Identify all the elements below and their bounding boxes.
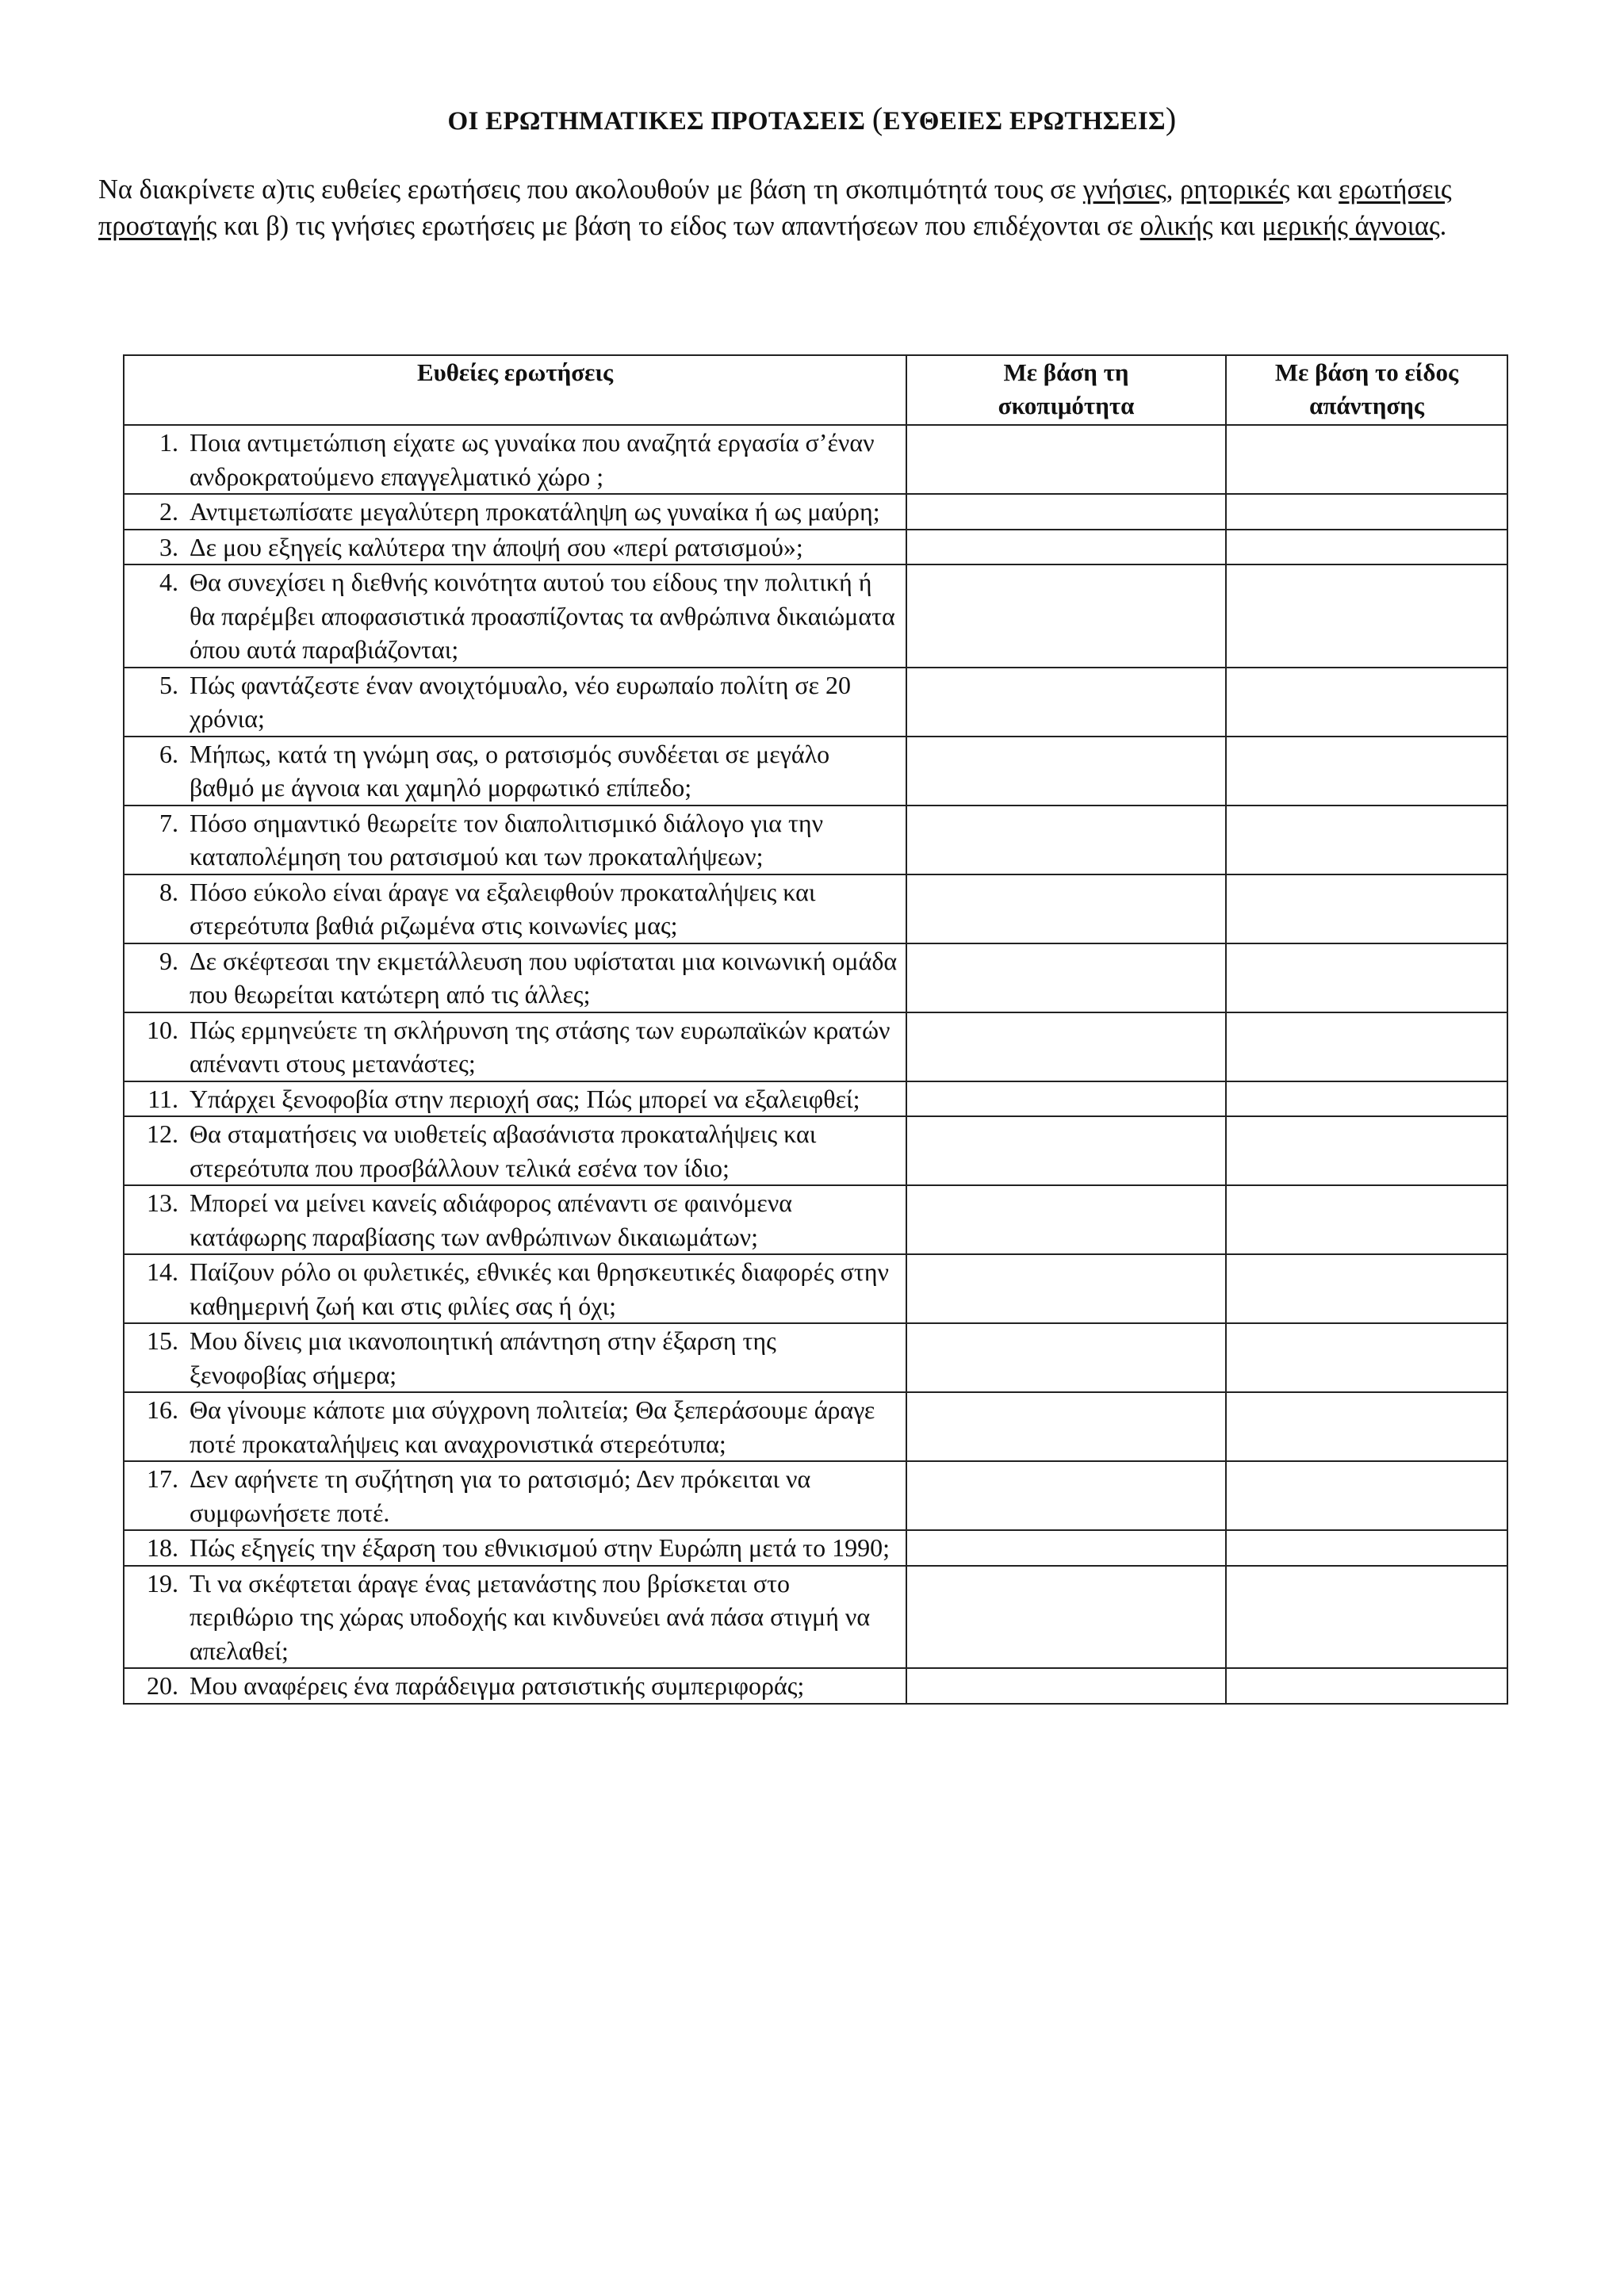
answer-type-cell[interactable] xyxy=(1226,737,1507,806)
question-number: 9. xyxy=(159,946,178,975)
table-row xyxy=(124,1530,1507,1566)
purpose-answer-cell[interactable] xyxy=(906,1668,1226,1704)
table-row xyxy=(124,943,1507,1012)
answer-type-cell[interactable] xyxy=(1226,1185,1507,1254)
answer-type-cell[interactable] xyxy=(1226,806,1507,874)
term-partial-ignorance: μερικής άγνοιας xyxy=(1262,211,1440,241)
question-text: Τι να σκέφτεται άραγε ένας μετανάστης που βρίσκεται στο περιθώριο της χώρας υποδοχής και κινδυνεύει ανά πάσα στιγμή να απελαθεί; xyxy=(190,1568,871,1665)
purpose-answer-cell[interactable] xyxy=(906,494,1226,530)
question-number: 13. xyxy=(147,1188,178,1217)
question-cell xyxy=(124,737,906,806)
table-row xyxy=(124,1461,1507,1530)
question-number: 17. xyxy=(147,1464,178,1493)
answer-type-cell[interactable] xyxy=(1226,425,1507,494)
purpose-answer-cell[interactable] xyxy=(906,1254,1226,1323)
question-number: 16. xyxy=(147,1395,178,1424)
purpose-answer-cell[interactable] xyxy=(906,1116,1226,1185)
question-number: 15. xyxy=(147,1326,178,1355)
purpose-answer-cell[interactable] xyxy=(906,530,1226,565)
intro-sep2: και xyxy=(1289,174,1339,205)
purpose-answer-cell[interactable] xyxy=(906,1323,1226,1392)
question-cell xyxy=(124,1530,906,1566)
question-text: Παίζουν ρόλο οι φυλετικές, εθνικές και θρησκευτικές διαφορές στην καθημερινή ζωή και στις φιλίες σας ή όχι; xyxy=(190,1257,889,1320)
answer-type-cell[interactable] xyxy=(1226,1566,1507,1669)
question-number: 14. xyxy=(147,1257,178,1286)
table-row xyxy=(124,1185,1507,1254)
question-cell xyxy=(124,1081,906,1117)
questions-table xyxy=(123,354,1508,1705)
question-cell xyxy=(124,530,906,565)
question-cell xyxy=(124,425,906,494)
intro-part2: και β) τις γνήσιες ερωτήσεις με βάση το είδος των απαντήσεων που επιδέχονται σε xyxy=(216,211,1140,241)
title-inner: ΕΥΘΕΙΕΣ ΕΡΩΤΗΣΕΙΣ xyxy=(883,107,1166,136)
answer-type-cell[interactable] xyxy=(1226,874,1507,943)
header-questions: Ευθείες ερωτήσεις xyxy=(124,355,906,425)
purpose-answer-cell[interactable] xyxy=(906,1461,1226,1530)
purpose-answer-cell[interactable] xyxy=(906,806,1226,874)
question-text: Αντιμετωπίσατε μεγαλύτερη προκατάληψη ως γυναίκα ή ως μαύρη; xyxy=(190,497,880,526)
question-cell xyxy=(124,1254,906,1323)
answer-type-cell[interactable] xyxy=(1226,1116,1507,1185)
question-number: 20. xyxy=(147,1671,178,1700)
table-row xyxy=(124,1668,1507,1704)
answer-type-cell[interactable] xyxy=(1226,1530,1507,1566)
answer-type-cell[interactable] xyxy=(1226,1323,1507,1392)
table-row xyxy=(124,1323,1507,1392)
term-command-questions: ερωτήσεις προσταγής xyxy=(98,174,1452,241)
question-number: 7. xyxy=(159,808,178,837)
question-cell xyxy=(124,564,906,668)
answer-type-cell[interactable] xyxy=(1226,1254,1507,1323)
table-row xyxy=(124,874,1507,943)
intro-end: . xyxy=(1439,211,1447,241)
question-text: Πόσο σημαντικό θεωρείτε τον διαπολιτισμικό διάλογο για την καταπολέμηση του ρατσισμού και των προκαταλήψεων; xyxy=(190,808,824,871)
answer-type-cell[interactable] xyxy=(1226,1461,1507,1530)
purpose-answer-cell[interactable] xyxy=(906,943,1226,1012)
question-text: Θα γίνουμε κάποτε μια σύγχρονη πολιτεία; Θα ξεπεράσουμε άραγε ποτέ προκαταλήψεις και αναχρονιστικά στερεότυπα; xyxy=(190,1395,875,1458)
question-text: Πώς εξηγείς την έξαρση του εθνικισμού στην Ευρώπη μετά το 1990; xyxy=(190,1533,891,1562)
purpose-answer-cell[interactable] xyxy=(906,737,1226,806)
question-cell xyxy=(124,1461,906,1530)
question-text: Μου αναφέρεις ένα παράδειγμα ρατσιστικής συμπεριφοράς; xyxy=(190,1671,805,1700)
question-cell xyxy=(124,874,906,943)
question-text: Θα συνεχίσει η διεθνής κοινότητα αυτού του είδους την πολιτική ή θα παρέμβει αποφασιστικά προασπίζοντας τα ανθρώπινα δικαιώματα όπου αυτά παραβιάζονται; xyxy=(190,568,895,664)
term-genuine: γνήσιες xyxy=(1082,174,1166,205)
purpose-answer-cell[interactable] xyxy=(906,425,1226,494)
answer-type-cell[interactable] xyxy=(1226,494,1507,530)
question-text: Δε μου εξηγείς καλύτερα την άποψή σου «περί ρατσισμού»; xyxy=(190,532,803,561)
question-text: Δε σκέφτεσαι την εκμετάλλευση που υφίσταται μια κοινωνική ομάδα που θεωρείται κατώτερη από τις άλλες; xyxy=(190,946,898,1008)
intro-sep1: , xyxy=(1166,174,1181,205)
question-number: 10. xyxy=(147,1015,178,1044)
intro-part1: Να διακρίνετε α)τις ευθείες ερωτήσεις που ακολουθούν με βάση τη σκοπιμότητά τους σε xyxy=(98,174,1083,205)
instructions-paragraph xyxy=(98,171,1526,244)
table-row xyxy=(124,806,1507,874)
question-number: 18. xyxy=(147,1533,178,1562)
term-rhetorical: ρητορικές xyxy=(1180,174,1290,205)
question-text: Θα σταματήσεις να υιοθετείς αβασάνιστα προκαταλήψεις και στερεότυπα που προσβάλλουν τελικά εσένα τον ίδιο; xyxy=(190,1119,817,1182)
question-text: Πώς φαντάζεστε έναν ανοιχτόμυαλο, νέο ευρωπαίο πολίτη σε 20 χρόνια; xyxy=(190,670,852,733)
purpose-answer-cell[interactable] xyxy=(906,1530,1226,1566)
table-row xyxy=(124,530,1507,565)
answer-type-cell[interactable] xyxy=(1226,1392,1507,1461)
table-header-row xyxy=(124,355,1507,425)
question-text: Μπορεί να μείνει κανείς αδιάφορος απέναντι σε φαινόμενα κατάφωρης παραβίασης των ανθρώπινων δικαιωμάτων; xyxy=(190,1188,793,1251)
purpose-answer-cell[interactable] xyxy=(906,1566,1226,1669)
question-cell xyxy=(124,1012,906,1081)
question-number: 8. xyxy=(159,877,178,906)
table-row xyxy=(124,1566,1507,1669)
table-row xyxy=(124,1116,1507,1185)
purpose-answer-cell[interactable] xyxy=(906,1185,1226,1254)
question-number: 11. xyxy=(147,1084,178,1113)
question-cell xyxy=(124,1668,906,1704)
question-cell xyxy=(124,1566,906,1669)
purpose-answer-cell[interactable] xyxy=(906,1392,1226,1461)
answer-type-cell[interactable] xyxy=(1226,668,1507,737)
title-paren-open: ( xyxy=(871,101,883,136)
question-text: Υπάρχει ξενοφοβία στην περιοχή σας; Πώς μπορεί να εξαλειφθεί; xyxy=(190,1084,860,1113)
page-title xyxy=(0,100,1624,137)
question-number: 1. xyxy=(159,428,178,457)
question-number: 4. xyxy=(159,568,178,596)
question-cell xyxy=(124,494,906,530)
answer-type-cell[interactable] xyxy=(1226,1668,1507,1704)
table-row xyxy=(124,1012,1507,1081)
answer-type-cell[interactable] xyxy=(1226,1081,1507,1117)
title-paren-close: ) xyxy=(1165,101,1177,136)
table-row xyxy=(124,1081,1507,1117)
header-answer-type: Με βάση το είδος απάντησης xyxy=(1226,355,1507,425)
title-main: ΟΙ ΕΡΩΤΗΜΑΤΙΚΕΣ ΠΡΟΤΑΣΕΙΣ xyxy=(447,107,872,136)
answer-type-cell[interactable] xyxy=(1226,564,1507,668)
table-row xyxy=(124,668,1507,737)
table-row xyxy=(124,1392,1507,1461)
question-number: 3. xyxy=(159,532,178,561)
question-number: 19. xyxy=(147,1568,178,1598)
header-purpose: Με βάση τη σκοπιμότητα xyxy=(906,355,1226,425)
question-text: Πώς ερμηνεύετε τη σκλήρυνση της στάσης των ευρωπαϊκών κρατών απέναντι στους μετανάστες; xyxy=(190,1015,891,1077)
question-cell xyxy=(124,1392,906,1461)
purpose-answer-cell[interactable] xyxy=(906,564,1226,668)
question-number: 2. xyxy=(159,497,178,526)
question-number: 12. xyxy=(147,1119,178,1148)
question-cell xyxy=(124,668,906,737)
question-cell xyxy=(124,1185,906,1254)
question-number: 5. xyxy=(159,670,178,699)
question-text: Ποια αντιμετώπιση είχατε ως γυναίκα που αναζητά εργασία σ’έναν ανδροκρατούμενο επαγγελματικό χώρο ; xyxy=(190,428,875,491)
intro-sep3: και xyxy=(1212,211,1262,241)
table-row xyxy=(124,494,1507,530)
question-cell xyxy=(124,1116,906,1185)
table-row xyxy=(124,425,1507,494)
question-text: Πόσο εύκολο είναι άραγε να εξαλειφθούν προκαταλήψεις και στερεότυπα βαθιά ριζωμένα στις κοινωνίες μας; xyxy=(190,877,816,939)
term-total-ignorance: ολικής xyxy=(1139,211,1213,241)
question-text: Δεν αφήνετε τη συζήτηση για το ρατσισμό; Δεν πρόκειται να συμφωνήσετε ποτέ. xyxy=(190,1464,811,1527)
answer-type-cell[interactable] xyxy=(1226,530,1507,565)
question-text: Μου δίνεις μια ικανοποιητική απάντηση στην έξαρση της ξενοφοβίας σήμερα; xyxy=(190,1326,776,1389)
question-number: 6. xyxy=(159,739,178,768)
question-cell xyxy=(124,806,906,874)
answer-type-cell[interactable] xyxy=(1226,943,1507,1012)
purpose-answer-cell[interactable] xyxy=(906,874,1226,943)
purpose-answer-cell[interactable] xyxy=(906,1081,1226,1117)
table-row xyxy=(124,737,1507,806)
answer-type-cell[interactable] xyxy=(1226,1012,1507,1081)
purpose-answer-cell[interactable] xyxy=(906,668,1226,737)
question-text: Μήπως, κατά τη γνώμη σας, ο ρατσισμός συνδέεται σε μεγάλο βαθμό με άγνοια και χαμηλό μορφωτικό επίπεδο; xyxy=(190,739,830,802)
table-row xyxy=(124,1254,1507,1323)
purpose-answer-cell[interactable] xyxy=(906,1012,1226,1081)
table-row xyxy=(124,564,1507,668)
question-cell xyxy=(124,943,906,1012)
question-cell xyxy=(124,1323,906,1392)
